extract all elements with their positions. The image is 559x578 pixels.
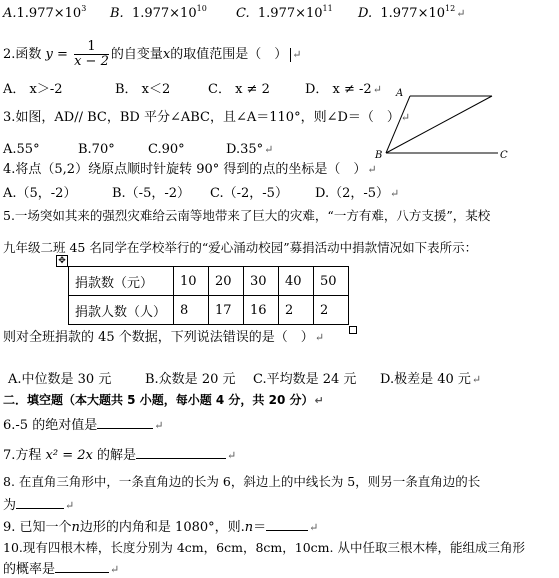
paragraph-mark: ↵ <box>314 331 325 344</box>
q1-d-exp: 12 <box>445 4 456 13</box>
q1-a-letter: A. <box>3 6 17 21</box>
q1-c-base: 1.977×10 <box>257 6 323 21</box>
q1-option-d <box>358 6 465 21</box>
q2-fraction-num: 1 <box>74 40 109 55</box>
q6-answer-blank[interactable] <box>97 416 153 429</box>
q7-prefix: 7.方程 <box>3 448 46 463</box>
q2-eq: = <box>52 47 73 62</box>
q4-stem <box>3 162 377 178</box>
table-row <box>69 267 349 296</box>
q3-option-c: C.90° <box>148 142 185 157</box>
q1-option-c <box>236 6 333 21</box>
q2-option-b: B． x＜2 <box>115 82 171 97</box>
table-row <box>69 296 349 325</box>
q4-option-d-text: D.（2，-5） <box>315 186 390 201</box>
table-cell: 10 <box>174 267 209 296</box>
q1-c-exp: 11 <box>322 4 333 13</box>
q9 <box>3 518 318 536</box>
table-header-cell: 捐款数（元） <box>69 267 174 296</box>
figure-diagonal-bd <box>386 96 492 153</box>
paragraph-mark: ↵ <box>390 187 400 200</box>
q3-text: 3.如图，AD// BC，BD 平分∠ABC，且∠A＝110°，则∠D＝（ ） <box>3 110 400 125</box>
q4-option-b: B.（-5，-2） <box>112 186 191 201</box>
q10-line1: 10.现有四根木棒，长度分别为 4cm，6cm，8cm，10cm. 从中任取三根木棒，能组成三角形 <box>3 540 525 555</box>
q1-b-letter: B. <box>110 6 124 21</box>
table-cell: 17 <box>209 296 244 325</box>
table-cell: 30 <box>244 267 279 296</box>
q1-d-base: 1.977×10 <box>380 6 446 21</box>
q1-a-exp: 3 <box>81 4 87 13</box>
q2-suffix: 的自变量 <box>110 47 163 62</box>
q6-text: 6.-5 的绝对值是 <box>3 418 98 433</box>
q1-option-a <box>3 6 86 21</box>
q4-option-a: A.（5，-2） <box>3 186 77 201</box>
q8-line2-text: 为 <box>3 498 17 513</box>
q9-answer-blank[interactable] <box>266 518 308 531</box>
paragraph-mark: ↵ <box>367 163 377 176</box>
q7 <box>3 446 236 464</box>
paragraph-mark: ↵ <box>65 499 75 512</box>
figure-side-ab <box>386 96 410 153</box>
q9-n2: n <box>244 520 254 535</box>
table-cell: 2 <box>314 296 349 325</box>
figure-label-c: C <box>500 150 508 160</box>
paragraph-mark: ↵ <box>227 449 237 462</box>
q3-option-b: B.70° <box>78 142 115 157</box>
table-cell: 40 <box>279 267 314 296</box>
q8-line1: 8. 在直角三角形中，一条直角边的长为 6，斜边上的中线长为 5，则另一条直角边的长 <box>3 474 481 489</box>
q2-option-a: A． x＞-2 <box>3 82 63 97</box>
q3-option-d <box>226 142 273 157</box>
paragraph-mark: ↵ <box>309 521 319 534</box>
q7-answer-blank[interactable] <box>136 446 226 459</box>
table-cell: 50 <box>314 267 349 296</box>
q9-eq: ＝ <box>253 520 267 535</box>
q2-fraction <box>74 40 109 69</box>
q9-middle: 边形的内角和是 1080°，则. <box>79 520 245 535</box>
q7-equation: x² = 2x <box>45 448 93 463</box>
q5-after <box>3 330 324 346</box>
q10-answer-blank[interactable] <box>55 560 109 573</box>
paragraph-mark: ↵ <box>314 394 324 407</box>
table-move-handle-icon[interactable]: ✥ <box>56 255 68 267</box>
paragraph-mark: ↵ <box>292 48 302 61</box>
section-heading-text: 二．填空题（本大题共 5 小题，每小题 4 分，共 20 分） <box>3 393 314 407</box>
q3-option-a: A.55° <box>3 142 40 157</box>
q1-d-letter: D. <box>358 6 373 21</box>
paragraph-mark: ↵ <box>400 111 411 124</box>
q2-y: y <box>45 47 53 62</box>
figure-label-a: A <box>396 88 404 99</box>
q2-prefix: 2.函数 <box>3 47 42 62</box>
table-cell: 20 <box>209 267 244 296</box>
q5-option-a: A.中位数是 30 元 <box>8 372 112 387</box>
q10-line2 <box>3 560 119 578</box>
q2-var: x <box>162 47 171 62</box>
q1-a-base: 1.977×10 <box>16 6 82 21</box>
q2-option-d <box>305 78 382 97</box>
q5-option-b: B.众数是 20 元 <box>145 372 236 387</box>
table-cell: 8 <box>174 296 209 325</box>
q2-fraction-den: x − 2 <box>74 54 109 69</box>
q1-c-letter: C. <box>236 6 250 21</box>
table-header-cell: 捐款人数（人） <box>69 296 174 325</box>
q5-line2: 九年级二班 45 名同学在学校举行的“爱心涌动校园”募捐活动中捐款情况如下表所示： <box>3 240 478 255</box>
paragraph-mark: ↵ <box>456 7 466 20</box>
q2-option-c: C． x ≠ 2 <box>208 82 270 97</box>
q2-stem <box>3 40 301 69</box>
q7-suffix: 的解是 <box>92 448 136 463</box>
q6 <box>3 416 163 434</box>
q3-figure <box>372 88 522 160</box>
q4-text: 4.将点（5,2）绕原点顺时针旋转 90° 得到的点的坐标是（ ） <box>3 162 367 177</box>
paragraph-mark: ↵ <box>471 373 482 386</box>
q10-line2-text: 的概率是 <box>3 562 56 577</box>
q8-line2 <box>3 496 74 514</box>
q3-stem <box>3 110 410 126</box>
q9-n: n <box>71 520 80 535</box>
q1-option-b <box>110 6 207 21</box>
figure-label-b: B <box>375 150 383 160</box>
q1-b-exp: 10 <box>196 4 207 13</box>
table-cell: 16 <box>244 296 279 325</box>
section-heading <box>3 392 324 409</box>
paragraph-mark: ↵ <box>372 83 382 96</box>
table-resize-handle[interactable] <box>349 326 357 334</box>
q5-option-c: C.平均数是 24 元 <box>253 372 357 387</box>
q2-suffix2: 的取值范围是（ ） <box>170 47 288 62</box>
q9-prefix: 9. 已知一个 <box>3 520 72 535</box>
q5-option-d <box>380 368 481 387</box>
donation-table <box>68 266 349 325</box>
q5-line1: 5.一场突如其来的强烈灾难给云南等地带来了巨大的灾难，“一方有难，八方支援”，某校 <box>3 208 491 223</box>
paragraph-mark: ↵ <box>110 563 120 576</box>
paragraph-mark: ↵ <box>154 419 164 432</box>
q8-answer-blank[interactable] <box>16 496 64 509</box>
paragraph-mark: ↵ <box>264 143 274 156</box>
q5-option-d-text: D.极差是 40 元 <box>380 372 471 387</box>
q1-b-base: 1.977×10 <box>131 6 197 21</box>
q4-option-d <box>315 182 399 201</box>
table-cell: 2 <box>279 296 314 325</box>
q5-after-text: 则对全班捐款的 45 个数据，下列说法错误的是（ ） <box>3 330 314 345</box>
q4-option-c: C.（-2，-5） <box>210 186 288 201</box>
q3-option-d-text: D.35° <box>226 142 264 157</box>
q2-option-d-text: D． x ≠ -2 <box>305 82 372 97</box>
